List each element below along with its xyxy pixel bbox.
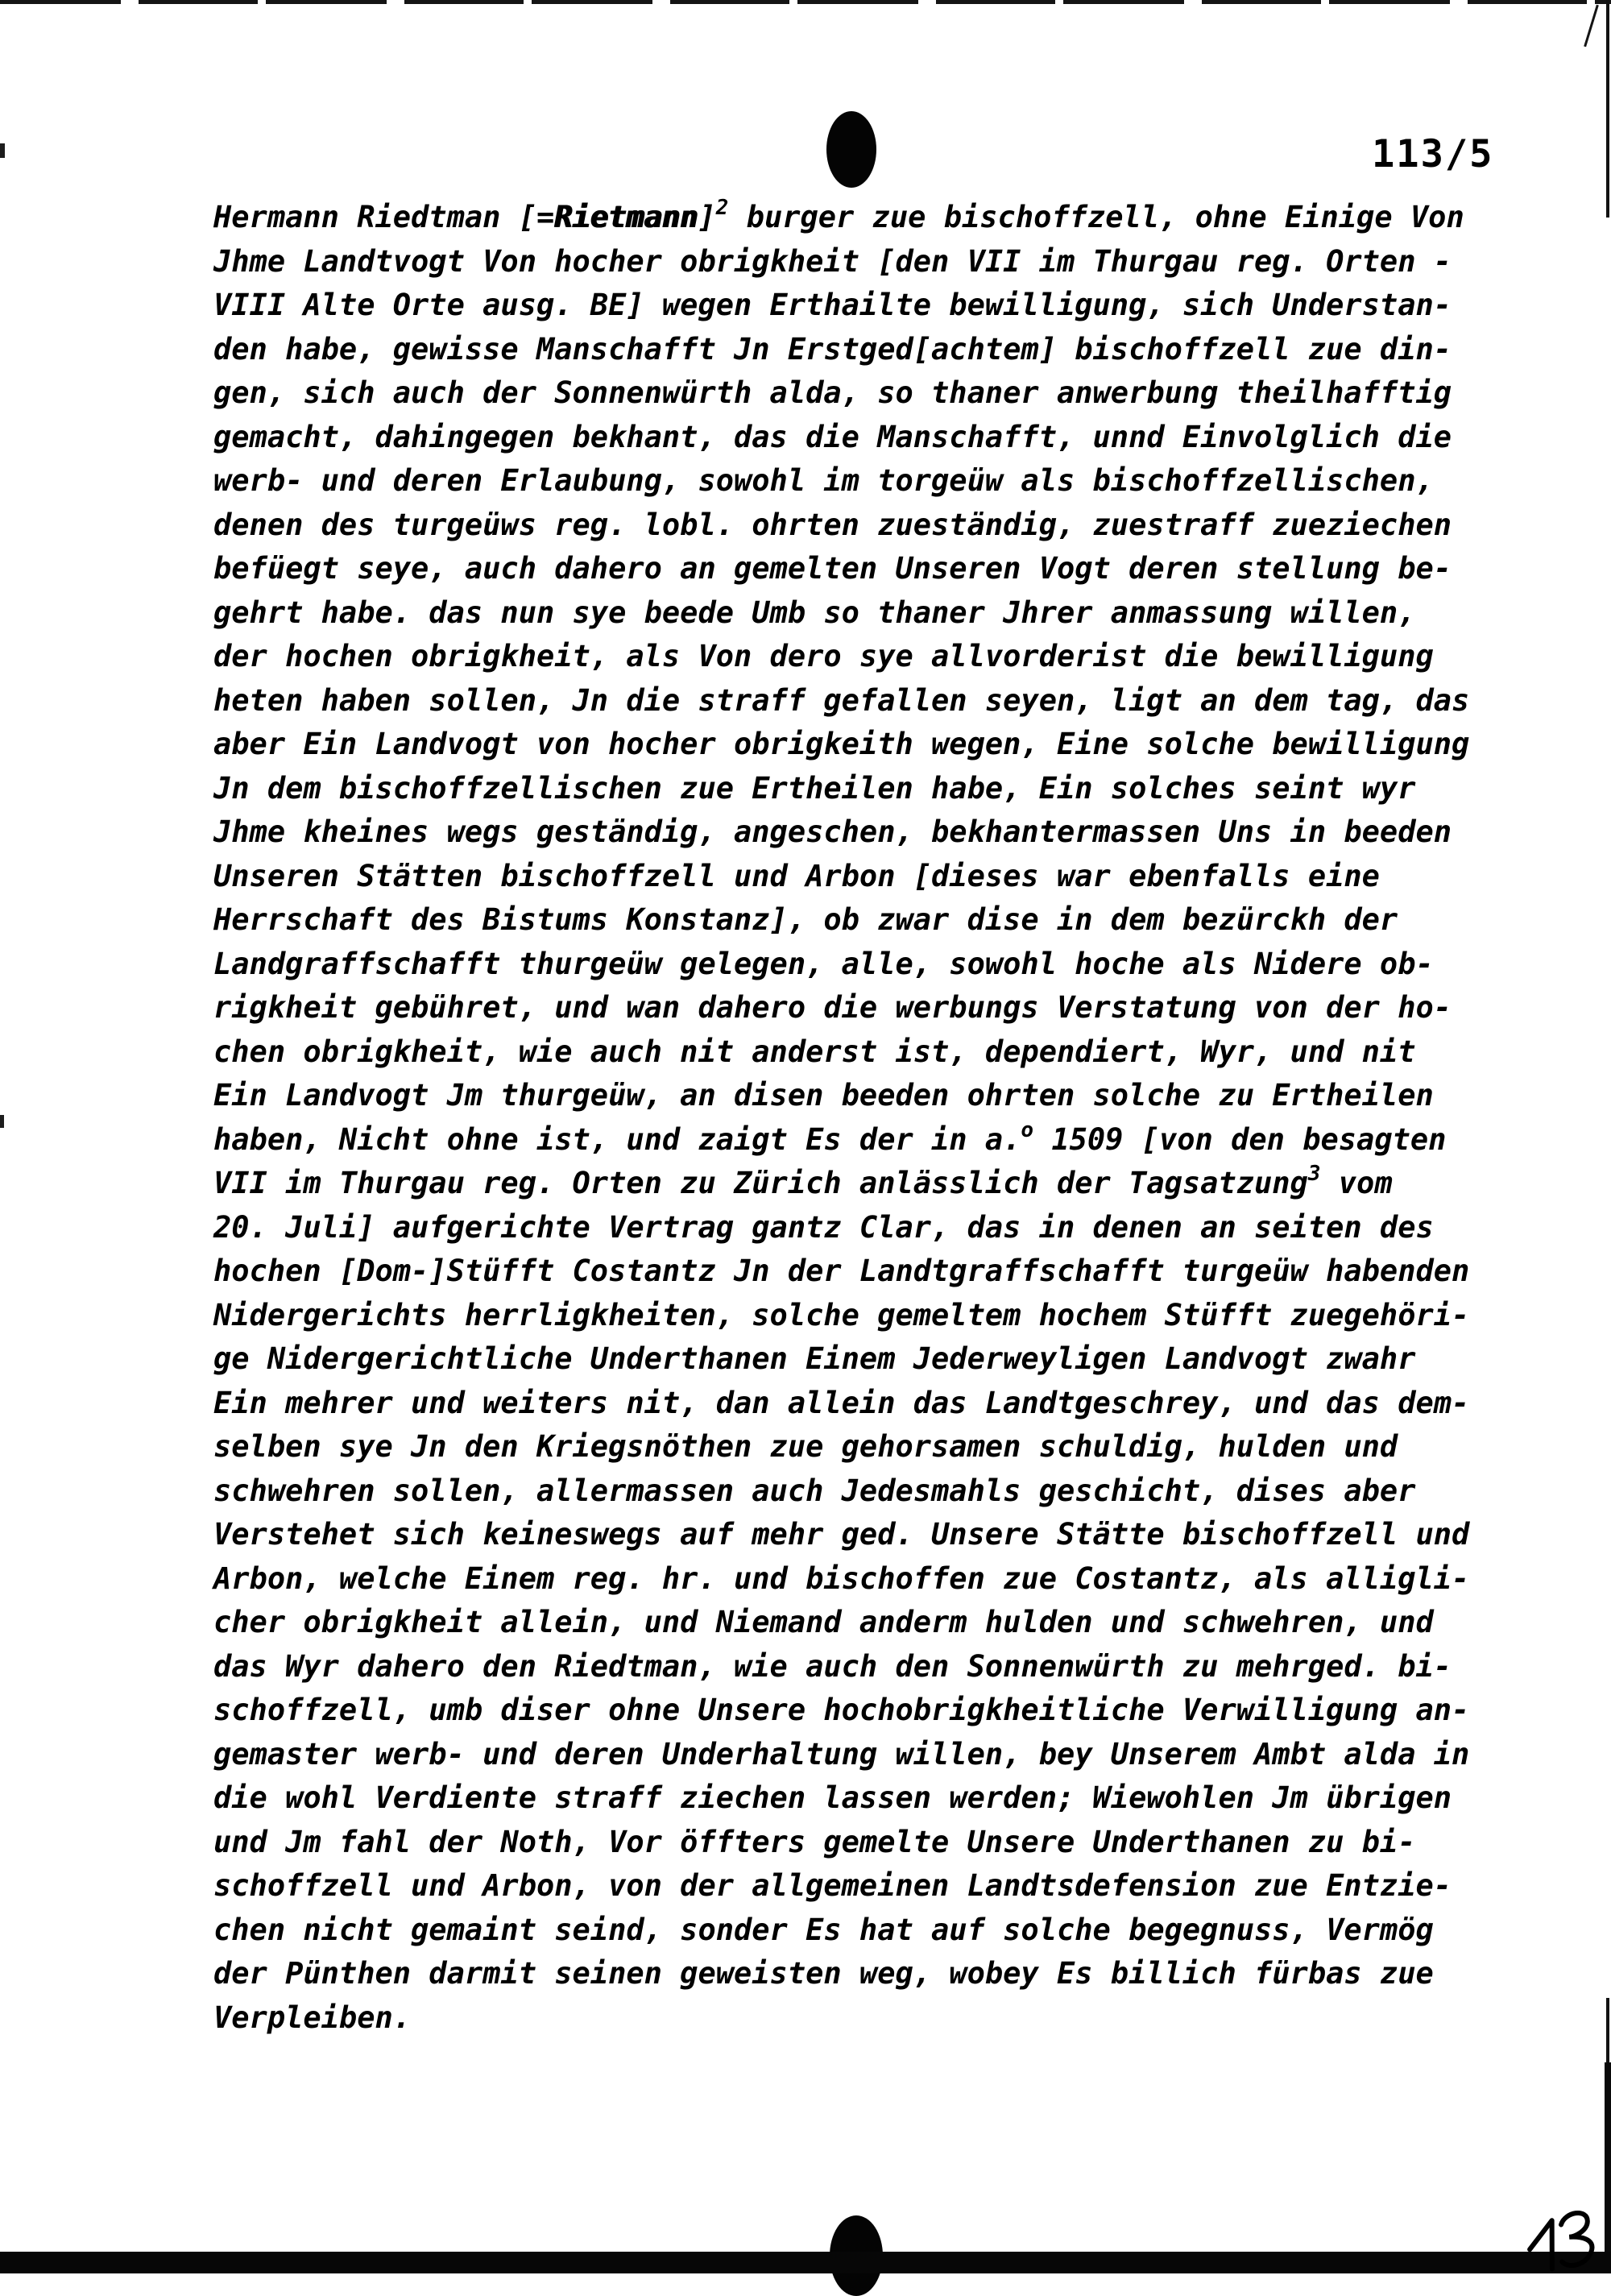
text-line [213, 1206, 1534, 1250]
text-line [213, 1425, 1534, 1469]
text-segment: Jhme Landtvogt Von hocher obrigkheit [den VII im Thurgau reg. Orten - [213, 243, 1452, 279]
superscript-note-ref: 3 [1307, 1162, 1321, 1186]
text-line [213, 1645, 1534, 1689]
text-line [213, 547, 1534, 591]
text-segment: schoffzell und Arbon, von der allgemeinen Landtsdefension zue Entzie- [213, 1868, 1452, 1903]
text-segment: Landgraffschafft thurgeüw gelegen, alle, sowohl hoche als Nidere ob- [213, 946, 1434, 981]
text-line [213, 240, 1534, 284]
text-line [213, 1864, 1534, 1908]
text-segment: gen, sich auch der Sonnenwürth alda, so thaner anwerbung theilhafftig [213, 375, 1452, 410]
text-segment: gehrt habe. das nun sye beede Umb so thaner Jhrer anmassung willen, [213, 595, 1416, 630]
text-line [213, 635, 1534, 679]
text-segment: Verstehet sich keineswegs auf mehr ged. Unsere Stätte bischoffzell und [213, 1517, 1470, 1552]
text-line [213, 328, 1534, 372]
text-segment: aber Ein Landvogt von hocher obrigkeith wegen, Eine solche bewilligung [213, 727, 1470, 761]
scan-left-edge-mark [0, 143, 5, 158]
text-line [213, 1074, 1534, 1118]
text-segment: gemacht, dahingegen bekhant, das die Manschafft, unnd Einvolglich die [213, 419, 1452, 454]
scan-right-edge-artifact [1606, 0, 1609, 2273]
scan-left-edge-mark [0, 1115, 4, 1128]
text-line [213, 1733, 1534, 1777]
text-line [213, 1601, 1534, 1645]
text-line [213, 1821, 1534, 1865]
scan-corner-mark [1584, 5, 1599, 48]
text-segment: und Jm fahl der Noth, Vor öffters gemelte Unsere Underthanen zu bi- [213, 1824, 1416, 1859]
text-segment: haben, Nicht ohne ist, und zaigt Es der in a. [213, 1121, 1021, 1157]
text-line [213, 679, 1534, 723]
text-line [213, 1469, 1534, 1514]
text-segment: hochen [Dom-]Stüfft Costantz Jn der Landtgraffschafft turgeüw habenden [213, 1254, 1470, 1288]
text-line [213, 591, 1534, 636]
text-line [213, 898, 1534, 943]
text-segment: werb- und deren Erlaubung, sowohl im torgeüw als bischoffzellischen, [213, 463, 1434, 498]
text-line [213, 1908, 1534, 1953]
text-line [213, 1557, 1534, 1602]
scan-top-edge-artifact [0, 0, 1611, 4]
text-segment: 20. Juli] aufgerichte Vertrag gantz Clar, das in denen an seiten des [213, 1209, 1434, 1245]
text-segment: 1509 [von den besagten [1033, 1121, 1447, 1157]
text-segment: Herrschaft des Bistums Konstanz], ob zwar dise in dem bezürckh der [213, 902, 1398, 937]
text-line [213, 943, 1534, 987]
superscript-note-ref: 2 [715, 196, 729, 220]
text-line [213, 1294, 1534, 1338]
text-segment: rigkheit gebühret, und wan dahero die werbungs Verstatung von der ho- [213, 990, 1452, 1025]
text-line [213, 1118, 1534, 1163]
text-segment: Jn dem bischoffzellischen zue Ertheilen habe, Ein solches seint wyr [213, 770, 1416, 806]
text-line [213, 504, 1534, 548]
text-line [213, 416, 1534, 460]
text-segment: Unseren Stätten bischoffzell und Arbon [dieses war ebenfalls eine [213, 858, 1380, 893]
text-segment: der hochen obrigkheit, als Von dero sye allvorderist die bewilligung [213, 639, 1434, 673]
text-segment: ] [698, 200, 716, 234]
text-line [213, 284, 1534, 328]
text-line [213, 986, 1534, 1030]
text-segment: Rietmann [554, 200, 698, 234]
text-line [213, 767, 1534, 811]
text-line [213, 1689, 1534, 1733]
text-line [213, 1382, 1534, 1426]
text-segment: das Wyr dahero den Riedtman, wie auch den Sonnenwürth zu mehrged. bi- [213, 1648, 1452, 1684]
text-segment: der Pünthen darmit seinen geweisten weg, wobey Es billich fürbas zue [213, 1956, 1434, 1991]
page-number: 113/5 [1372, 132, 1494, 176]
text-segment: heten haben sollen, Jn die straff gefallen seyen, ligt an dem tag, das [213, 682, 1470, 718]
text-line [213, 459, 1534, 504]
text-line [213, 1776, 1534, 1821]
text-segment: Nidergerichts herrligkheiten, solche gemeltem hochem Stüfft zuegehöri- [213, 1297, 1470, 1332]
punch-hole-mark-top [826, 111, 876, 188]
text-segment: selben sye Jn den Kriegsnöthen zue gehorsamen schuldig, hulden und [213, 1429, 1398, 1464]
text-segment: gemaster werb- und deren Underhaltung willen, bey Unserem Ambt alda in [213, 1736, 1470, 1772]
text-segment: Jhme kheines wegs geständig, angeschen, bekhantermassen Uns in beeden [213, 814, 1452, 849]
text-line [213, 1996, 1534, 2041]
text-segment: vom [1320, 1166, 1393, 1200]
text-line [213, 371, 1534, 416]
text-segment: chen obrigkheit, wie auch nit anderst ist, dependiert, Wyr, und nit [213, 1034, 1416, 1069]
text-line [213, 1337, 1534, 1382]
text-segment: schwehren sollen, allermassen auch Jedesmahls geschicht, dises aber [213, 1473, 1416, 1508]
text-segment: Ein Landvogt Jm thurgeüw, an disen beeden ohrten solche zu Ertheilen [213, 1078, 1434, 1113]
text-line [213, 196, 1534, 240]
text-segment: VIII Alte Orte ausg. BE] wegen Erthailte bewilligung, sich Understan- [213, 288, 1452, 322]
text-segment: Arbon, welche Einem reg. hr. und bischoffen zue Costantz, als alligli- [213, 1560, 1470, 1596]
scan-bottom-edge-artifact [0, 2252, 1611, 2273]
text-line [213, 1952, 1534, 1996]
text-line [213, 723, 1534, 767]
text-segment: ge Nidergerichtliche Underthanen Einem Jederweyligen Landvogt zwahr [213, 1341, 1416, 1376]
text-segment: cher obrigkheit allein, und Niemand anderm hulden und schwehren, und [213, 1605, 1434, 1639]
handwritten-folio-number [1522, 2197, 1611, 2273]
text-line [213, 1250, 1534, 1294]
text-segment: schoffzell, umb diser ohne Unsere hochobrigkheitliche Verwilligung an- [213, 1693, 1470, 1727]
text-segment: Verpleiben. [213, 2000, 412, 2035]
text-segment: chen nicht gemaint seind, sonder Es hat auf solche begegnuss, Vermög [213, 1912, 1434, 1947]
text-segment: denen des turgeüws reg. lobl. ohrten zueständig, zuestraff zueziechen [213, 507, 1452, 542]
text-segment: befüegt seye, auch dahero an gemelten Unseren Vogt deren stellung be- [213, 551, 1452, 586]
superscript-note-ref: o [1021, 1117, 1034, 1142]
text-block [213, 196, 1534, 2040]
text-line [213, 810, 1534, 855]
text-segment: den habe, gewisse Manschafft Jn Erstged[achtem] bischoffzell zue din- [213, 331, 1452, 367]
text-line [213, 855, 1534, 899]
text-segment: die wohl Verdiente straff ziechen lassen werden; Wiewohlen Jm übrigen [213, 1780, 1452, 1815]
text-line [213, 1162, 1534, 1206]
text-line [213, 1030, 1534, 1075]
text-segment: VII im Thurgau reg. Orten zu Zürich anlässlich der Tagsatzung [213, 1166, 1308, 1200]
text-line [213, 1513, 1534, 1557]
text-segment: Ein mehrer und weiters nit, dan allein das Landtgeschrey, und das dem- [213, 1385, 1470, 1420]
text-segment: Hermann Riedtman [= [213, 200, 555, 234]
text-segment: burger zue bischoffzell, ohne Einige Von [728, 200, 1464, 234]
